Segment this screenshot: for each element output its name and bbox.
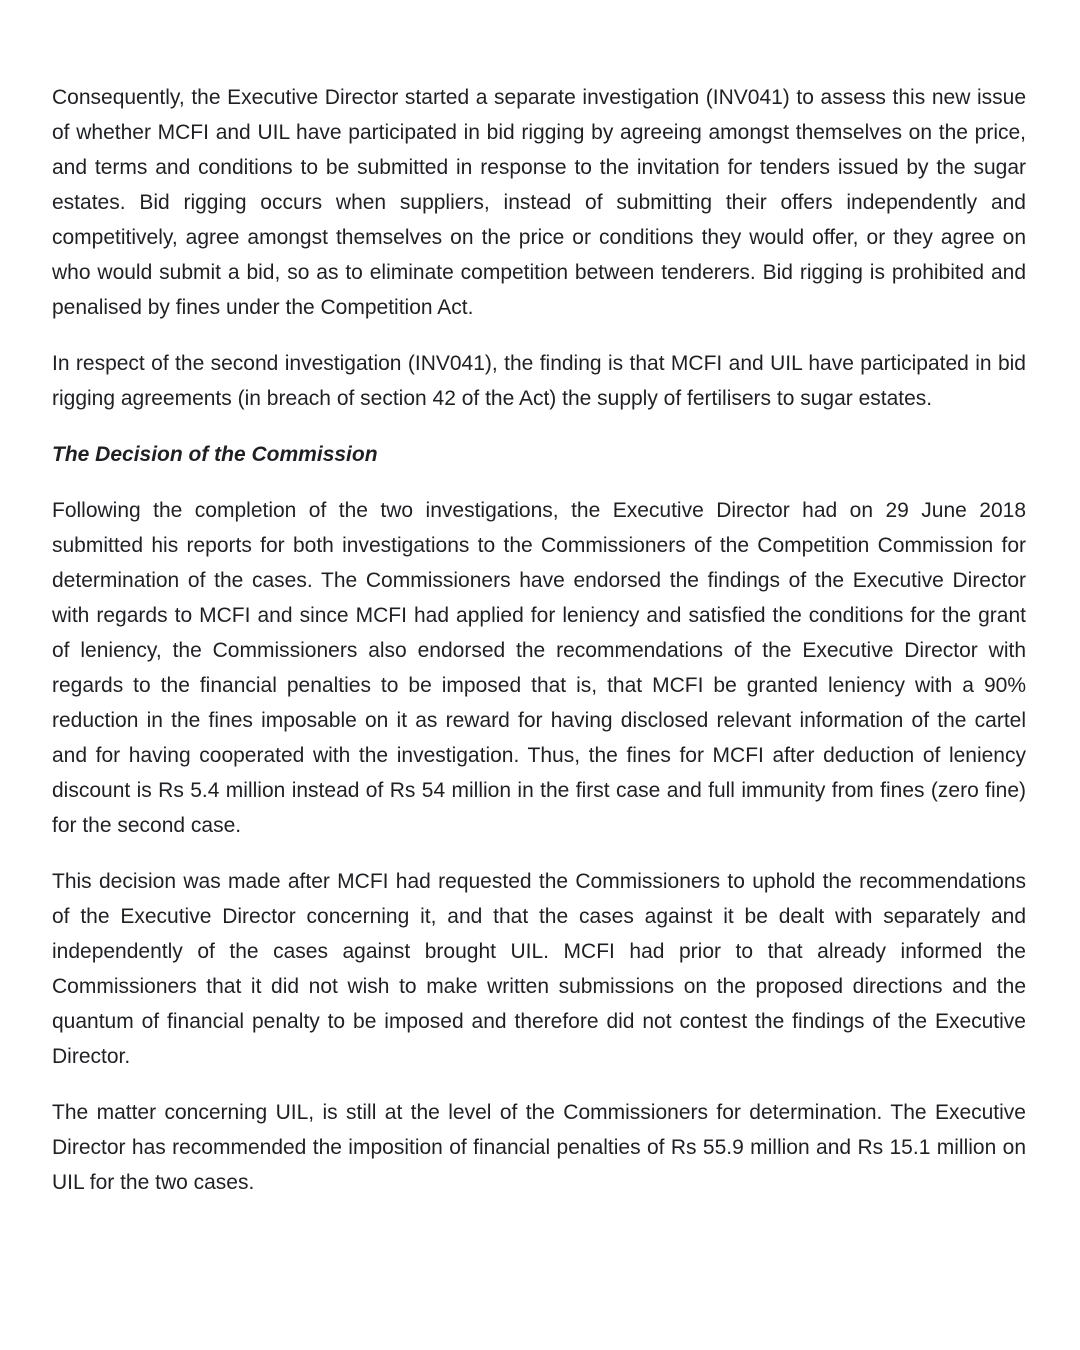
paragraph-bid-rigging-investigation: Consequently, the Executive Director started a separate investigation (INV041) to assess this new issue of whether MCFI and UIL have participated in bid rigging by agreeing amongst themselves on the price, and terms and conditions to be submitted in response to the invitation for tenders issued by the sugar estates. Bid rigging occurs when suppliers, instead of submitting their offers independently and competitively, agree amongst themselves on the price or conditions they would offer, or they agree on who would submit a bid, so as to eliminate competition between tenderers. Bid rigging is prohibited and penalised by fines under the Competition Act. bbox=[52, 86, 1026, 319]
document-page bbox=[52, 80, 1026, 1221]
paragraph-commission-decision: Following the completion of the two investigations, the Executive Director had on 29 June 2018 submitted his reports for both investigations to the Commissioners of the Competition Commission for determination of the cases. The Commissioners have endorsed the findings of the Executive Director with regards to MCFI and since MCFI had applied for leniency and satisfied the conditions for the grant of leniency, the Commissioners also endorsed the recommendations of the Executive Director with regards to the financial penalties to be imposed that is, that MCFI be granted leniency with a 90% reduction in the fines imposable on it as reward for having disclosed relevant information of the cartel and for having cooperated with the investigation. Thus, the fines for MCFI after deduction of leniency discount is Rs 5.4 million instead of Rs 54 million in the first case and full immunity from fines (zero fine) for the second case. bbox=[52, 499, 1026, 837]
section-heading: The Decision of the Commission bbox=[52, 443, 378, 466]
paragraph-uil-matter: The matter concerning UIL, is still at the level of the Commissioners for determination. The Executive Director has recommended the imposition of financial penalties of Rs 55.9 million and Rs 15.1 million on UIL for the two cases. bbox=[52, 1101, 1026, 1194]
paragraph-second-investigation-finding: In respect of the second investigation (INV041), the finding is that MCFI and UIL have participated in bid rigging agreements (in breach of section 42 of the Act) the supply of fertilisers to sugar estates. bbox=[52, 352, 1026, 410]
paragraph-decision-context: This decision was made after MCFI had requested the Commissioners to uphold the recommendations of the Executive Director concerning it, and that the cases against it be dealt with separately and independently of the cases against brought UIL. MCFI had prior to that already informed the Commissioners that it did not wish to make written submissions on the proposed directions and the quantum of financial penalty to be imposed and therefore did not contest the findings of the Executive Director. bbox=[52, 870, 1026, 1068]
